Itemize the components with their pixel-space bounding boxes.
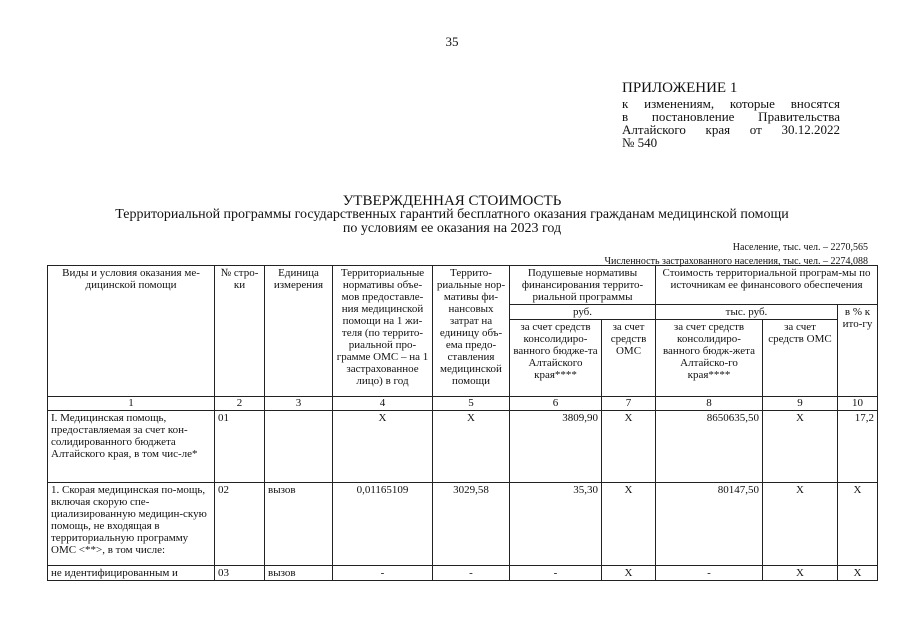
table-row — [48, 566, 878, 581]
row-volume: 0,01165109 — [333, 483, 433, 566]
appendix-line: Алтайского края от 30.12.2022 — [622, 122, 840, 137]
row-line-number: 03 — [215, 566, 265, 581]
row-unit: вызов — [265, 483, 333, 566]
header-cell: № стро-ки — [215, 266, 265, 397]
row-line-number: 01 — [215, 411, 265, 483]
row-volume: - — [333, 566, 433, 581]
row-percapita-budget: 35,30 — [510, 483, 602, 566]
row-percent: Х — [838, 483, 878, 566]
insured-population-note: Численность застрахованного населения, тыс. чел. – 2274,088 — [604, 256, 868, 267]
header-cell: Подушевые нормативы финансирования террито-риальной программы — [510, 266, 656, 305]
population-note: Население, тыс. чел. – 2270,565 — [732, 242, 868, 253]
row-percapita-budget: 3809,90 — [510, 411, 602, 483]
row-total-budget: - — [656, 566, 763, 581]
appendix-line: № 540 — [622, 135, 658, 150]
header-cell: Территориальные нормативы объе-мов предоставле-ния медицинской помощи на 1 жи-теля (по террито-риальной про-грамме ОМС – на 1 застрахованное лицо) в год — [333, 266, 433, 397]
appendix-line: в постановление Правительства — [622, 109, 840, 124]
appendix-line: к изменениям, которые вносятся — [622, 96, 840, 111]
header-cell: в % к ито-гу — [838, 305, 878, 397]
page-number: 35 — [445, 34, 459, 49]
row-total-oms: Х — [763, 483, 838, 566]
title-line: по условиям ее оказания на 2023 год — [342, 221, 562, 236]
row-percapita-oms: Х — [602, 411, 656, 483]
column-number: 3 — [265, 397, 333, 411]
row-name: I. Медицинская помощь, предоставляемая за счет кон-солидированного бюджета Алтайского края, в том чис-ле* — [48, 411, 215, 483]
header-cell: руб. — [510, 305, 656, 320]
header-cell: за счет средств ОМС — [602, 320, 656, 397]
appendix-heading: ПРИЛОЖЕНИЕ 1 — [622, 80, 738, 96]
row-name: не идентифицированным и — [48, 566, 215, 581]
row-percent: 17,2 — [838, 411, 878, 483]
row-total-budget: 8650635,50 — [656, 411, 763, 483]
header-cell: за счет средств консолидиро-ванного бюдже-та Алтайского края**** — [510, 320, 602, 397]
title-line: УТВЕРЖДЕННАЯ СТОИМОСТЬ — [342, 193, 562, 209]
row-total-oms: Х — [763, 566, 838, 581]
row-percent: Х — [838, 566, 878, 581]
column-number: 6 — [510, 397, 602, 411]
column-number: 9 — [763, 397, 838, 411]
header-cell: за счет средств ОМС — [763, 320, 838, 397]
column-number: 5 — [433, 397, 510, 411]
row-name: 1. Скорая медицинская по-мощь, включая скорую спе-циализированную медицин-скую помощь, не входящая в территориальную программу ОМС <**>, в том числе: — [48, 483, 215, 566]
row-cost: 3029,58 — [433, 483, 510, 566]
table-row — [48, 411, 878, 483]
row-total-oms: Х — [763, 411, 838, 483]
table-row — [48, 483, 878, 566]
row-unit — [265, 411, 333, 483]
title-line: Территориальной программы государственных гарантий бесплатного оказания гражданам медицинской помощи — [115, 207, 789, 222]
column-number: 2 — [215, 397, 265, 411]
header-cell: Стоимость территориальной програм-мы по источникам ее финансового обеспечения — [656, 266, 878, 305]
row-percapita-oms: Х — [602, 483, 656, 566]
header-cell: тыс. руб. — [656, 305, 838, 320]
header-cell: Единица измерения — [265, 266, 333, 397]
document-title — [0, 194, 904, 236]
row-cost: - — [433, 566, 510, 581]
column-number: 8 — [656, 397, 763, 411]
header-cell: за счет средств консолидиро-ванного бюдж-жета Алтайско-го края**** — [656, 320, 763, 397]
row-total-budget: 80147,50 — [656, 483, 763, 566]
row-percapita-budget: - — [510, 566, 602, 581]
header-cell: Виды и условия оказания ме-дицинской помощи — [48, 266, 215, 397]
row-cost: Х — [433, 411, 510, 483]
header-cell: Террито-риальные нор-мативы фи-нансовых затрат на единицу объ-ема предо-ставления медицинской помощи — [433, 266, 510, 397]
row-unit: вызов — [265, 566, 333, 581]
row-percapita-oms: Х — [602, 566, 656, 581]
column-number: 7 — [602, 397, 656, 411]
appendix-block — [622, 80, 840, 149]
column-number: 10 — [838, 397, 878, 411]
column-number: 4 — [333, 397, 433, 411]
column-number: 1 — [48, 397, 215, 411]
row-line-number: 02 — [215, 483, 265, 566]
cost-table — [47, 265, 878, 581]
row-volume: Х — [333, 411, 433, 483]
